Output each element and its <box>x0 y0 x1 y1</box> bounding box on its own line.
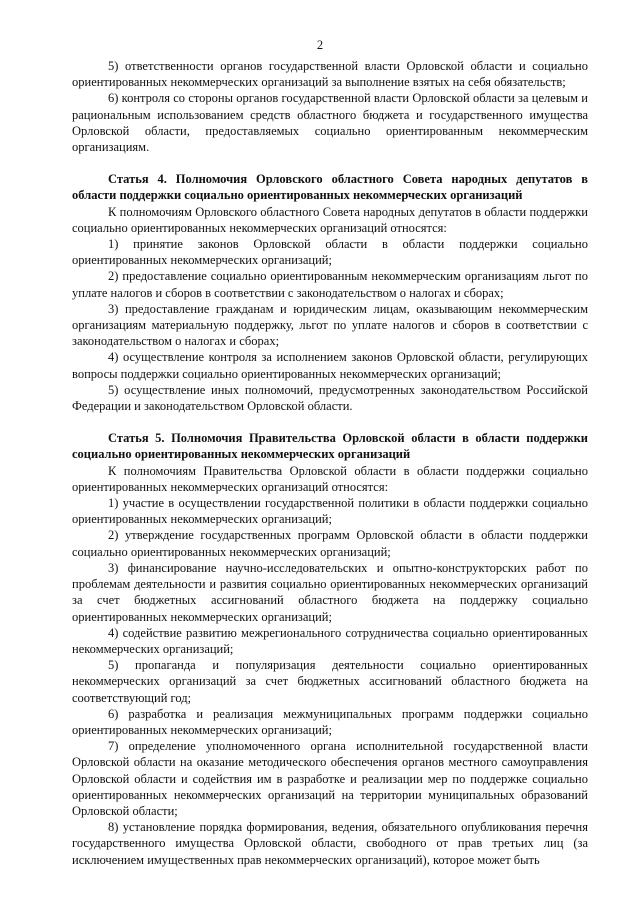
article-5-item-8: 8) установление порядка формирования, ведения, обязательного опубликования перечня государственного имущества Орловской области, свободного от прав третьих лиц (за исключением имущественных прав некоммерческих организаций), которое может быть <box>72 820 588 867</box>
article-4-item-1: 1) принятие законов Орловской области в области поддержки социально ориентированных некоммерческих организаций; <box>72 237 588 268</box>
article-4-title: Статья 4. Полномочия Орловского областного Совета народных депутатов в области поддержки социально ориентированных некоммерческих организаций <box>72 172 588 203</box>
article-5-item-7: 7) определение уполномоченного органа исполнительной государственной власти Орловской области на оказание методического обеспечения органов местного самоуправления Орловской области и содействия им в разработке и реализации мер по поддержке социально ориентированных некоммерческих организаций на территории муниципальных образований Орловской области; <box>72 739 588 818</box>
article-4-item-3: 3) предоставление гражданам и юридическим лицам, оказывающим некоммерческим организациям материальную поддержку, льгот по уплате налогов и сборов в соответствии с законодательством о налогах и сборах; <box>72 301 588 349</box>
article-5-item-6: 6) разработка и реализация межмуниципальных программ поддержки социально ориентированных некоммерческих организаций; <box>72 706 588 737</box>
article-4-lead: К полномочиям Орловского областного Совета народных депутатов в области поддержки социально ориентированных некоммерческих организаций относятся: <box>72 204 588 235</box>
page-number: 2 <box>316 38 324 52</box>
article-4-item-2: 2) предоставление социально ориентированным некоммерческим организациям льгот по уплате налогов и сборов в соответствии с законодательством о налогах и сборах; <box>72 269 588 300</box>
section-spacer <box>72 155 588 171</box>
article-5-lead: К полномочиям Правительства Орловской области в области поддержки социально ориентированных некоммерческих организаций относятся: <box>72 463 588 494</box>
article-5-title: Статья 5. Полномочия Правительства Орловской области в области поддержки социально ориентированных некоммерческих организаций <box>72 431 588 462</box>
article-5-item-2: 2) утверждение государственных программ Орловской области в области поддержки социально ориентированных некоммерческих организаций; <box>72 528 588 559</box>
document-body <box>72 58 588 868</box>
intro-item-6: 6) контроля со стороны органов государственной власти Орловской области за целевым и рациональным использованием средств областного бюджета и государственного имущества Орловской области, предоставляемых социально ориентированным некоммерческим организациям. <box>72 91 588 155</box>
intro-item-5: 5) ответственности органов государственной власти Орловской области и социально ориентированных некоммерческих организаций за выполнение взятых на себя обязательств; <box>72 59 588 90</box>
article-4-item-5: 5) осуществление иных полномочий, предусмотренных законодательством Российской Федерации и законодательством Орловской области. <box>72 382 588 414</box>
article-4-item-4: 4) осуществление контроля за исполнением законов Орловской области, регулирующих вопросы поддержки социально ориентированных некоммерческих организаций; <box>72 350 588 381</box>
article-5-item-5: 5) пропаганда и популяризация деятельности социально ориентированных некоммерческих организаций за счет бюджетных ассигнований областного бюджета на соответствующий год; <box>72 658 588 705</box>
section-spacer <box>72 414 588 430</box>
article-5-item-3: 3) финансирование научно-исследовательских и опытно-конструкторских работ по проблемам деятельности и развития социально ориентированных некоммерческих организаций за счет бюджетных ассигнований областного бюджета на поддержку социально ориентированных некоммерческих организаций; <box>72 560 588 624</box>
article-5-item-1: 1) участие в осуществлении государственной политики в области поддержки социально ориентированных некоммерческих организаций; <box>72 496 588 527</box>
article-5-item-4: 4) содействие развитию межрегионального сотрудничества социально ориентированных некоммерческих организаций; <box>72 625 588 656</box>
